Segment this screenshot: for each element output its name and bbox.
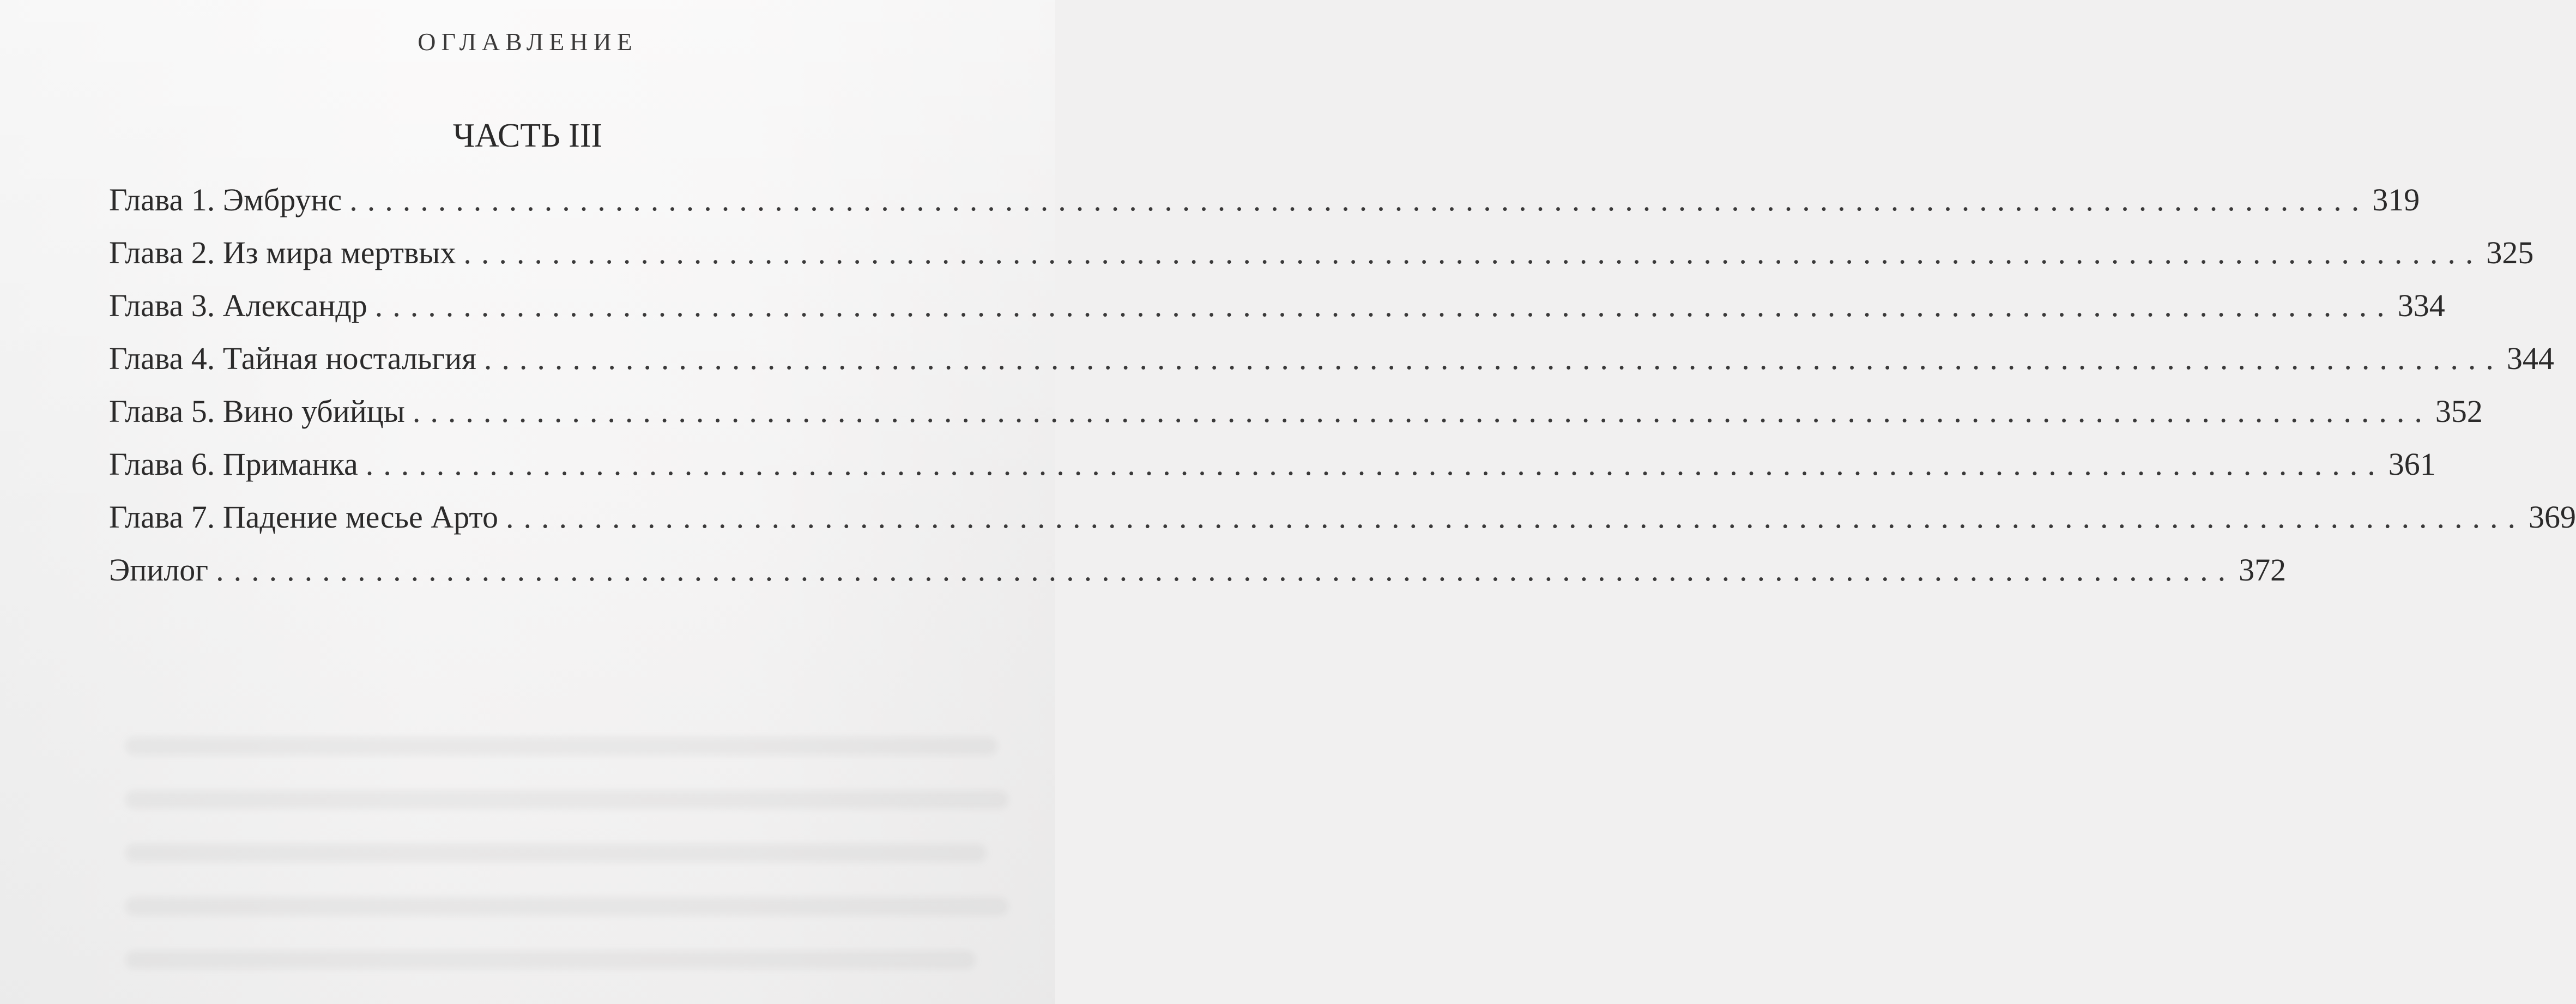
toc-entry[interactable] xyxy=(109,173,2420,226)
dot-leader: .................................................................................................................. xyxy=(483,341,2504,376)
toc-entry-page: 319 xyxy=(2372,182,2420,217)
toc-entry-page: 352 xyxy=(2435,394,2483,429)
toc-entry-page: 325 xyxy=(2486,235,2534,270)
toc-entry[interactable] xyxy=(109,543,2287,596)
toc-entry-title: Глава 5. Вино убийцы xyxy=(109,394,405,429)
toc-entry-page: 372 xyxy=(2239,552,2287,588)
running-head: ОГЛАВЛЕНИЕ xyxy=(418,28,638,56)
toc-entry-title: Глава 1. Эмбрунс xyxy=(109,182,342,217)
dot-leader: .................................................................................................................. xyxy=(349,182,2369,217)
toc-entry-page: 361 xyxy=(2388,446,2436,482)
toc-entry-page: 344 xyxy=(2506,341,2554,376)
toc-entry[interactable] xyxy=(109,332,2554,385)
dot-leader: .................................................................................................................. xyxy=(505,499,2525,535)
toc-entry-page: 334 xyxy=(2397,288,2445,323)
toc-entry-title: Глава 3. Александр xyxy=(109,288,367,323)
toc-entry-title: Глава 7. Падение месье Арто xyxy=(109,499,498,535)
dot-leader: .................................................................................................................. xyxy=(365,446,2385,482)
dot-leader: .................................................................................................................. xyxy=(374,288,2394,323)
toc-entry[interactable] xyxy=(109,279,2445,332)
toc-entry[interactable] xyxy=(109,438,2436,491)
dot-leader: .................................................................................................................. xyxy=(463,235,2483,270)
dot-leader: .................................................................................................................. xyxy=(216,552,2236,588)
toc-entry[interactable] xyxy=(109,491,2576,543)
table-of-contents xyxy=(109,173,2576,596)
bleed-through-line xyxy=(125,737,997,755)
dot-leader: .................................................................................................................. xyxy=(412,394,2432,429)
toc-entry-title: Глава 6. Приманка xyxy=(109,446,358,482)
bleed-through-line xyxy=(125,897,1008,916)
toc-entry-title: Эпилог xyxy=(109,552,209,588)
bleed-through-line xyxy=(125,790,1008,809)
part-title: ЧАСТЬ III xyxy=(452,117,603,154)
toc-entry-title: Глава 4. Тайная ностальгия xyxy=(109,341,476,376)
bleed-through-line xyxy=(125,951,976,969)
toc-entry[interactable] xyxy=(109,226,2534,279)
toc-entry[interactable] xyxy=(109,385,2483,438)
bleed-through-line xyxy=(125,844,987,862)
toc-entry-title: Глава 2. Из мира мертвых xyxy=(109,235,456,270)
toc-entry-page: 369 xyxy=(2528,499,2576,535)
